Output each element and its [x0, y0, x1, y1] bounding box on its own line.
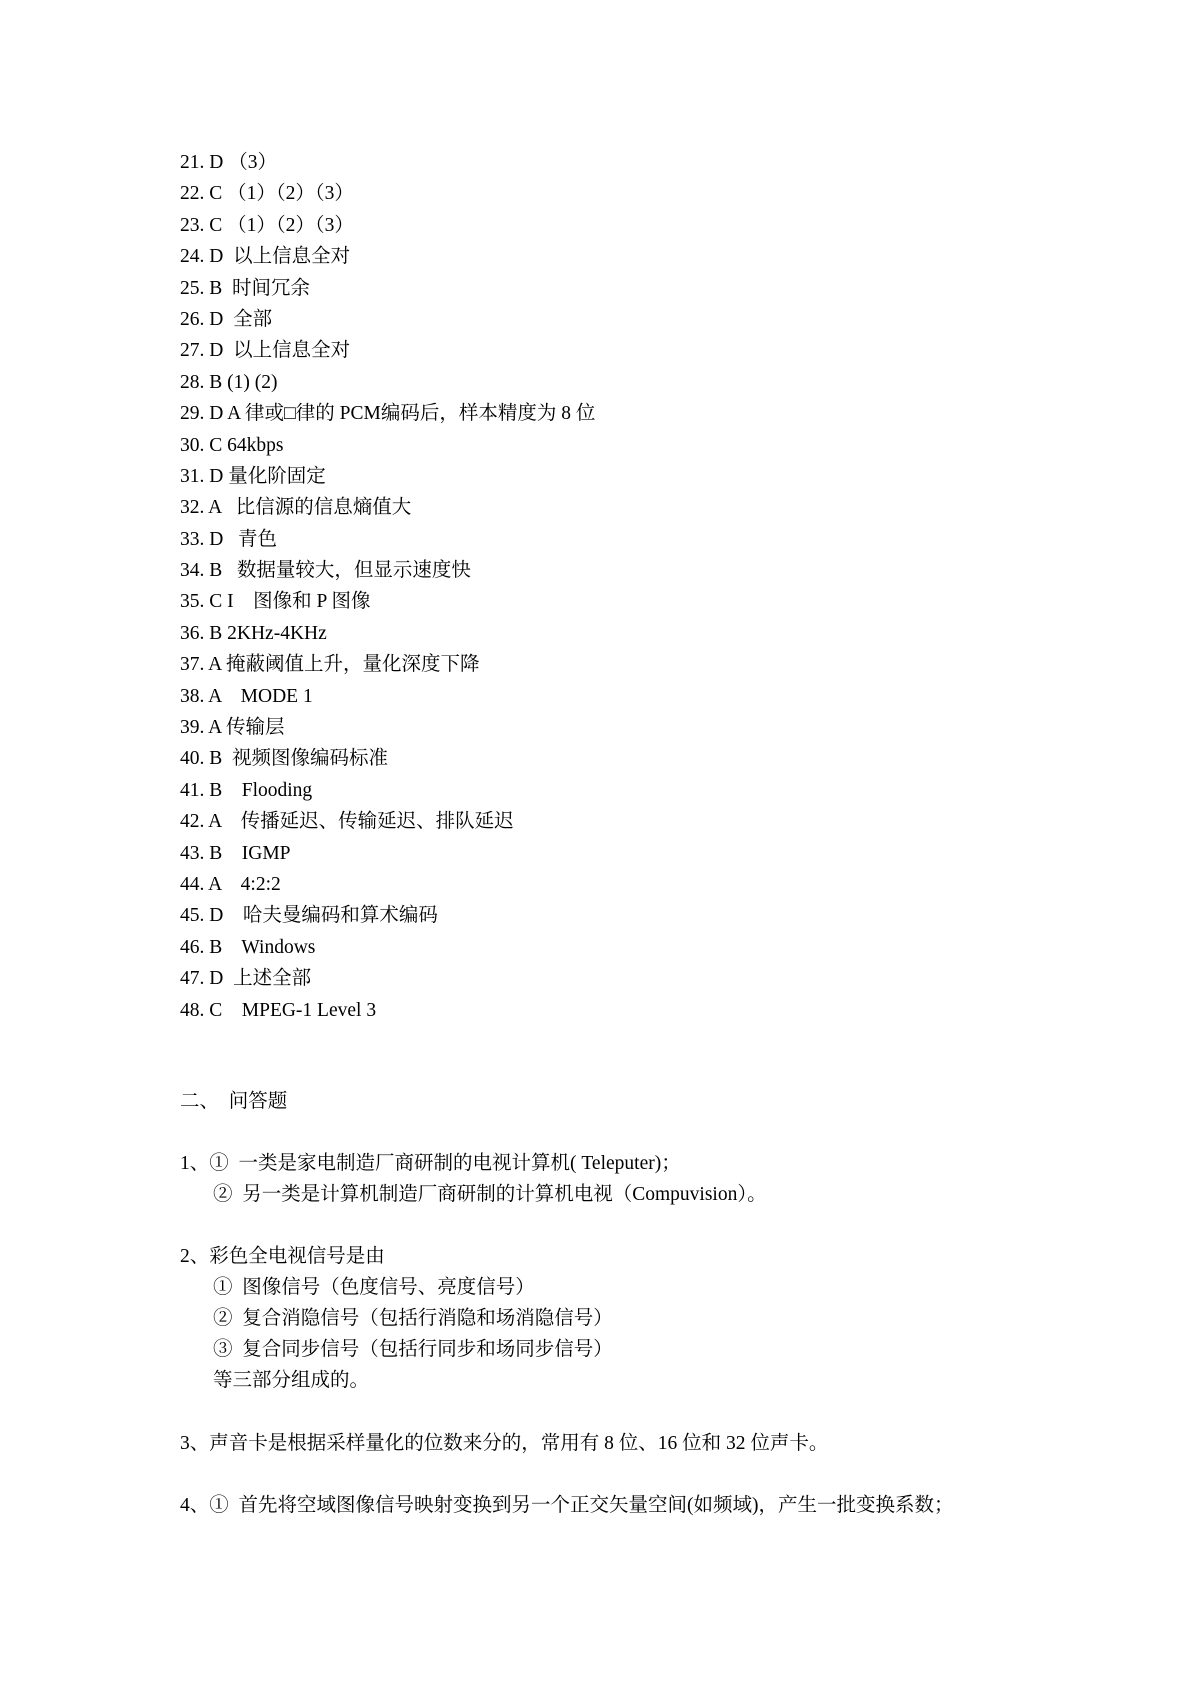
answer-block-2: [180, 1241, 613, 1396]
answer-list: [180, 147, 595, 1026]
answer-line: 35. C I 图像和 P 图像: [180, 591, 371, 613]
answer-line: 25. B 时间冗余: [180, 277, 311, 299]
answer-text: 3、声音卡是根据采样量化的位数来分的，常用有 8 位、16 位和 32 位声卡。: [180, 1433, 829, 1454]
answer-line: 33. D 青色: [180, 528, 277, 550]
answer-text: 2、彩色全电视信号是由: [180, 1246, 385, 1267]
answer-line: 27. D 以上信息全对: [180, 340, 351, 362]
answer-text: ② 另一类是计算机制造厂商研制的计算机电视（Compuvision）。: [213, 1184, 767, 1205]
answer-block-4: [180, 1490, 954, 1521]
answer-text: ② 复合消隐信号（包括行消隐和场消隐信号）: [213, 1308, 613, 1329]
answer-line: 34. B 数据量较大，但显示速度快: [180, 560, 471, 582]
answer-line: 21. D （3）: [180, 152, 277, 173]
answer-line: 45. D 哈夫曼编码和算术编码: [180, 905, 438, 927]
answer-line: 43. B IGMP: [180, 842, 291, 864]
answer-block-3: [180, 1428, 828, 1459]
answer-line: 38. A MODE 1: [180, 685, 313, 707]
answer-block-1: [180, 1148, 767, 1210]
answer-line: 46. B Windows: [180, 936, 316, 958]
answer-line: 36. B 2KHz-4KHz: [180, 622, 327, 644]
answer-text: 1、① 一类是家电制造厂商研制的电视计算机( Teleputer)；: [180, 1153, 681, 1174]
answer-line: 23. C （1）（2）（3）: [180, 214, 354, 236]
answer-line: 42. A 传播延迟、传输延迟、排队延迟: [180, 811, 514, 833]
section-heading: 二、 问答题: [180, 1091, 288, 1112]
answer-line: 22. C （1）（2）（3）: [180, 183, 354, 205]
answer-text: ① 图像信号（色度信号、亮度信号）: [213, 1277, 535, 1298]
answer-text: 4、① 首先将空域图像信号映射变换到另一个正交矢量空间(如频域)，产生一批变换系数；: [180, 1495, 954, 1516]
answer-line: 28. B (1) (2): [180, 371, 278, 393]
answer-line: 48. C MPEG-1 Level 3: [180, 999, 377, 1021]
answer-line: 31. D 量化阶固定: [180, 465, 326, 487]
answer-line: 41. B Flooding: [180, 779, 313, 801]
answer-line: 37. A 掩蔽阈值上升，量化深度下降: [180, 654, 480, 676]
answer-line: 39. A 传输层: [180, 717, 285, 739]
answer-text: 等三部分组成的。: [213, 1370, 370, 1391]
answer-line: 30. C 64kbps: [180, 434, 284, 456]
answer-line: 32. A 比信源的信息熵值大: [180, 497, 412, 519]
answer-line: 47. D 上述全部: [180, 968, 312, 990]
answer-text: ③ 复合同步信号（包括行同步和场同步信号）: [213, 1339, 613, 1360]
answer-line: 26. D 全部: [180, 308, 273, 330]
answer-line: 44. A 4:2:2: [180, 873, 281, 895]
answer-line: 24. D 以上信息全对: [180, 246, 351, 268]
answer-line: 29. D A 律或□律的 PCM编码后，样本精度为 8 位: [180, 403, 596, 425]
answer-line: 40. B 视频图像编码标准: [180, 748, 389, 770]
